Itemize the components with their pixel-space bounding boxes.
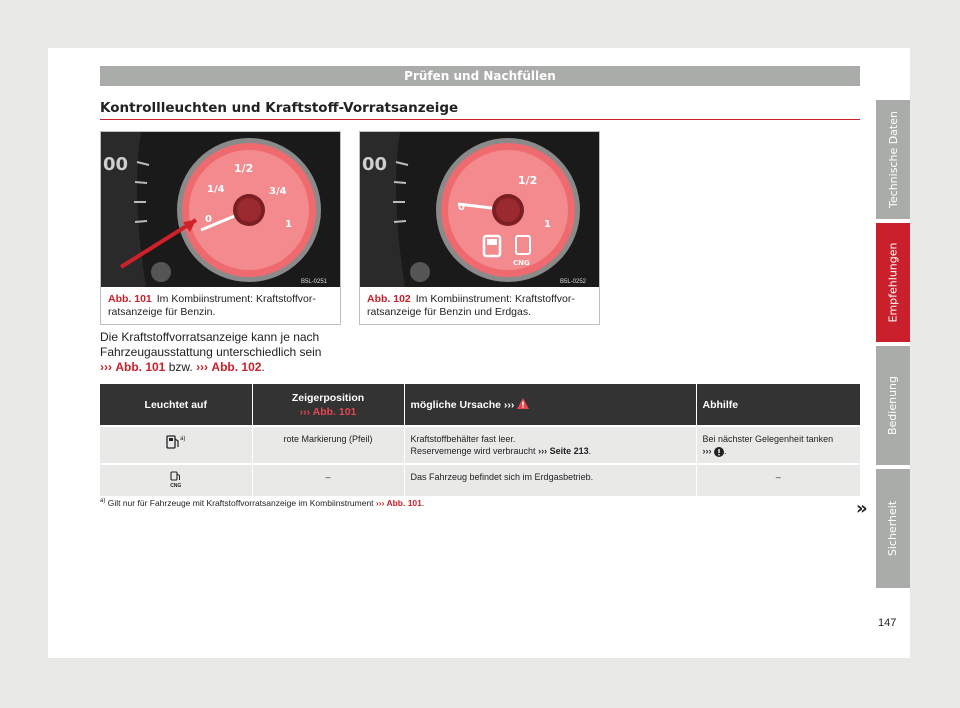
cell-cause: Das Fahrzeug befindet sich im Erdgasbetrieb. [404,464,696,496]
gauge-label-full: 1 [285,219,292,230]
fuel-pump-icon [166,435,180,449]
tab-technische-daten[interactable] [876,100,910,219]
cell-remedy [696,426,860,464]
footnote-text: Gilt nur für Fahrzeuge mit Kraftstoffvorratsanzeige im Kombiinstrument [107,498,374,508]
connector-text: bzw. [168,360,193,374]
body-text: Die Kraftstoffvorratsanzeige kann je nach Fahrzeugausstattung unterschiedlich sein [100,330,322,359]
cng-pump-icon [170,471,181,481]
header-ref-abb-101[interactable]: ››› Abb. 101 [299,405,357,418]
header-lights-up: Leuchtet auf [100,384,252,426]
table-row [100,464,860,496]
gauge-label-quarter: 1/4 [207,184,225,195]
period: . [421,498,425,508]
tab-label: Sicherheit [886,500,900,557]
ref-abb-102[interactable]: Abb. 102 [211,360,262,374]
table-header-row [100,384,860,426]
cause-text: Kraftstoffbehälter fast leer. [410,434,516,444]
gauge-label-full: 1 [544,219,551,230]
figure-number: Abb. 101 [108,293,152,305]
image-code-101: B5L-0251 [301,279,328,285]
cell-icon [100,464,252,496]
chapter-header: Prüfen und Nachfüllen [100,66,860,86]
caption-text: Im Kombiinstrument: Kraftstoffvor-ratsanzeige für Benzin und Erdgas. [367,293,575,318]
header-needle-label: Zeigerposition [291,391,365,404]
cell-position: – [252,464,404,496]
figure-101-photo [101,132,340,287]
tab-label: Bedienung [886,375,900,436]
side-tabs [876,100,910,592]
tab-label: Technische Daten [886,111,900,208]
title-rule [100,119,860,120]
period: . [724,446,727,456]
tab-sicherheit[interactable] [876,469,910,588]
gauge-label-half: 1/2 [518,174,538,187]
footnote-mark: a) [180,436,186,442]
cell-cause [404,426,696,464]
ref-seite-213[interactable]: ››› Seite 213 [538,446,589,456]
figure-101-caption [101,287,340,324]
footnote [100,498,424,508]
figure-102 [359,131,600,325]
table-row [100,426,860,464]
fuel-gauge-petrol-illustration [101,132,340,287]
cell-position: rote Markierung (Pfeil) [252,426,404,464]
tab-bedienung[interactable] [876,346,910,465]
cell-remedy: – [696,464,860,496]
figure-102-photo [360,132,599,287]
ref-abb-101[interactable]: Abb. 101 [115,360,166,374]
gauge-label-empty: 0 [205,214,212,225]
footnote-ref-abb-101[interactable]: ››› Abb. 101 [375,498,422,508]
warning-circle-icon [714,447,724,457]
gauge-label-empty: 0 [458,202,465,213]
gauge-label-three-quarter: 3/4 [269,186,287,197]
speedo-digits: 00 [103,154,129,175]
header-remedy: Abhilfe [696,384,860,426]
figure-102-caption [360,287,599,324]
remedy-text: Bei nächster Gelegenheit tanken [702,434,834,444]
figure-number: Abb. 102 [367,293,411,305]
continue-marker: » [856,498,868,519]
header-cause-label: mögliche Ursache ››› [410,399,515,411]
tab-label: Empfehlungen [886,242,900,323]
header-needle-position [252,384,404,426]
cng-label: CNG [513,259,530,267]
fuel-gauge-cng-illustration [360,132,599,287]
cell-icon [100,426,252,464]
period: . [261,360,265,374]
warning-triangle-icon [517,398,529,409]
period: . [588,446,592,456]
speedo-digits: 00 [362,154,388,175]
caption-text: Im Kombiinstrument: Kraftstoffvor-ratsanzeige für Benzin. [108,293,316,318]
figure-101 [100,131,341,325]
indicator-table [100,384,860,496]
page-number: 147 [878,617,897,629]
ref-arrow: ››› [196,360,209,374]
tab-empfehlungen[interactable] [876,223,910,342]
section-title: Kontrollleuchten und Kraftstoff-Vorratsanzeige [100,100,459,116]
cause-text: Reservemenge wird verbraucht [410,446,536,456]
image-code-102: B5L-0252 [560,279,587,285]
body-paragraph [100,330,350,375]
footnote-mark: a) [100,498,106,505]
ref-arrow: ››› [100,360,112,374]
gauge-label-half: 1/2 [234,162,254,175]
cng-icon-label: CNG [170,483,182,489]
ref-arrow: ››› [702,446,712,456]
header-possible-cause [404,384,696,426]
